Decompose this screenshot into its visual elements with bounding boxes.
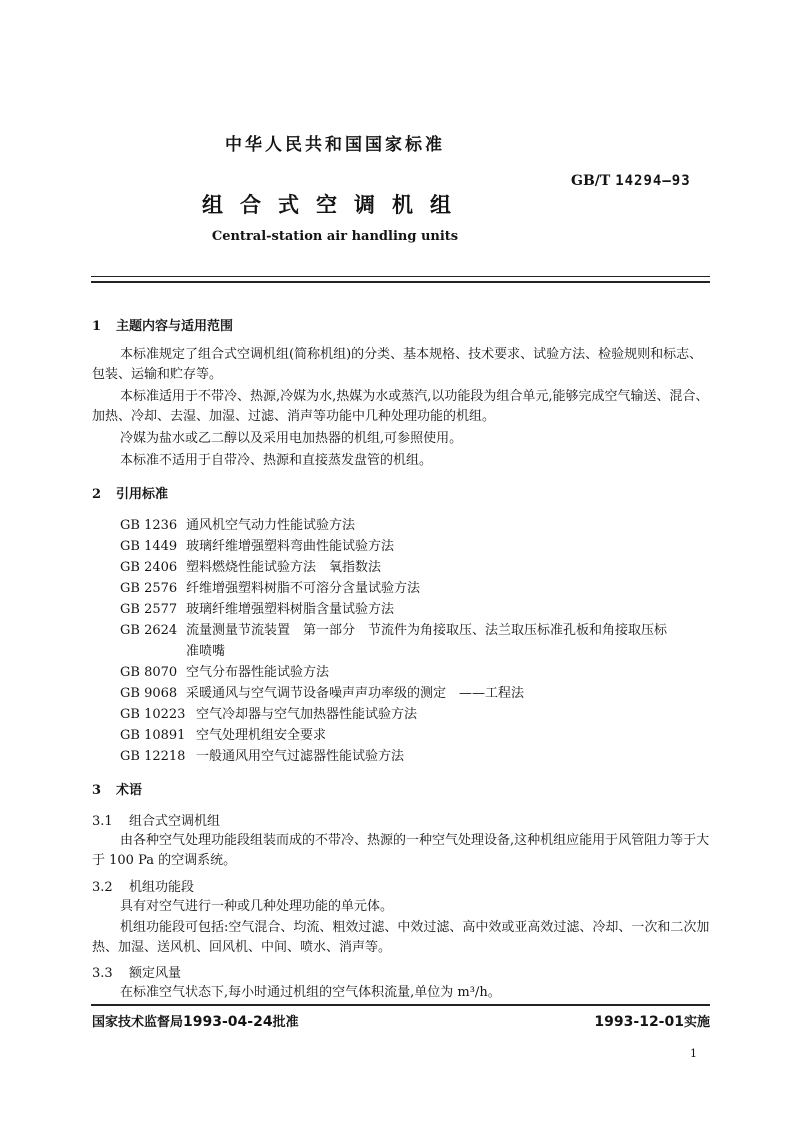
term-heading xyxy=(92,962,181,981)
reference-title: 一般通风用空气过滤器性能试验方法 xyxy=(196,749,405,764)
reference-code: GB 12218 xyxy=(120,749,186,764)
standard-code-prefix: GB/T xyxy=(571,173,611,189)
document-title-en: Central-station air handling units xyxy=(211,229,459,244)
section-title: 引用标准 xyxy=(116,487,169,502)
section-2-heading xyxy=(92,483,168,502)
reference-item xyxy=(120,619,667,638)
reference-code: GB 2576 xyxy=(120,581,178,596)
section-1-paragraph: 本标准适用于不带冷、热源,冷媒为水,热媒为水或蒸汽,以功能段为组合单元,能够完成空气输送、混合、加热、冷却、去湿、加湿、过滤、消声等功能中几种处理功能的机组。 xyxy=(92,389,709,424)
standard-code-number: 14294—93 xyxy=(615,173,691,189)
reference-item xyxy=(120,682,524,701)
term-definition: 机组功能段可包括:空气混合、均流、粗效过滤、中效过滤、高中效或亚高效过滤、冷却、一次和二次加热、加湿、送风机、回风机、中间、喷水、消声等。 xyxy=(92,920,710,955)
term-name: 额定风量 xyxy=(129,966,182,981)
reference-title: 玻璃纤维增强塑料弯曲性能试验方法 xyxy=(186,539,395,554)
section-number: 2 xyxy=(92,487,102,502)
effective-date: 1993-12-01 xyxy=(594,1014,684,1030)
section-title: 术语 xyxy=(116,783,143,798)
reference-title: 流量测量节流装置 第一部分 节流件为角接取压、法兰取压标准孔板和角接取压标 xyxy=(186,623,668,638)
term-number: 3.1 xyxy=(92,814,113,829)
reference-title: 纤维增强塑料树脂不可溶分含量试验方法 xyxy=(186,581,421,596)
section-1-paragraph: 本标准规定了组合式空调机组(简称机组)的分类、基本规格、技术要求、试验方法、检验规则和标志、包装、运输和贮存等。 xyxy=(92,347,703,382)
reference-item xyxy=(120,724,326,743)
section-number: 1 xyxy=(92,319,102,334)
reference-item xyxy=(120,535,394,554)
reference-item xyxy=(120,703,417,722)
term-definition: 在标准空气状态下,每小时通过机组的空气体积流量,单位为 m³/h。 xyxy=(120,985,501,1000)
section-number: 3 xyxy=(92,783,102,798)
reference-item xyxy=(120,514,355,533)
term-number: 3.2 xyxy=(92,880,113,895)
reference-code: GB 8070 xyxy=(120,665,178,680)
section-1-paragraph: 本标准不适用于自带冷、热源和直接蒸发盘管的机组。 xyxy=(120,453,433,468)
reference-title-continuation: 准喷嘴 xyxy=(186,644,226,659)
header-rule-bottom xyxy=(91,281,710,283)
reference-code: GB 9068 xyxy=(120,686,178,701)
reference-code: GB 10891 xyxy=(120,728,186,743)
page-number: 1 xyxy=(690,1047,697,1060)
reference-code: GB 2624 xyxy=(120,623,178,638)
term-name: 组合式空调机组 xyxy=(129,814,221,829)
country-standard-heading: 中华人民共和国国家标准 xyxy=(225,135,445,155)
reference-title: 玻璃纤维增强塑料树脂含量试验方法 xyxy=(186,602,395,617)
approval-date: 1993-04-24 xyxy=(183,1014,273,1030)
reference-item xyxy=(120,556,381,575)
reference-title: 空气分布器性能试验方法 xyxy=(186,665,330,680)
reference-item xyxy=(120,598,394,617)
term-name: 机组功能段 xyxy=(129,880,195,895)
standard-code xyxy=(571,173,691,189)
reference-title: 塑料燃烧性能试验方法 氧指数法 xyxy=(186,560,382,575)
section-3-heading xyxy=(92,779,142,798)
reference-item xyxy=(120,661,329,680)
term-heading xyxy=(92,876,194,895)
reference-code: GB 1236 xyxy=(120,518,178,533)
reference-item xyxy=(120,745,404,764)
reference-code: GB 10223 xyxy=(120,707,186,722)
reference-code: GB 2406 xyxy=(120,560,178,575)
reference-code: GB 2577 xyxy=(120,602,178,617)
document-title-cn: 组合式空调机组 xyxy=(202,192,468,217)
reference-code: GB 1449 xyxy=(120,539,178,554)
reference-title: 空气冷却器与空气加热器性能试验方法 xyxy=(196,707,418,722)
reference-title: 通风机空气动力性能试验方法 xyxy=(186,518,356,533)
approval-line xyxy=(92,1011,299,1030)
section-1-heading xyxy=(92,315,233,334)
approval-word: 批准 xyxy=(272,1015,299,1030)
effective-word: 实施 xyxy=(683,1015,710,1030)
header-rule-top xyxy=(91,276,710,277)
approval-org: 国家技术监督局 xyxy=(92,1015,184,1030)
term-number: 3.3 xyxy=(92,966,113,981)
footer-rule xyxy=(91,1004,710,1006)
reference-title: 空气处理机组安全要求 xyxy=(196,728,327,743)
reference-title: 采暖通风与空气调节设备噪声声功率级的测定 ——工程法 xyxy=(186,686,525,701)
section-1-paragraph: 冷媒为盐水或乙二醇以及采用电加热器的机组,可参照使用。 xyxy=(120,431,463,446)
section-title: 主题内容与适用范围 xyxy=(116,319,234,334)
reference-item xyxy=(120,577,420,596)
effective-line xyxy=(594,1011,710,1030)
term-definition: 具有对空气进行一种或几种处理功能的单元体。 xyxy=(120,899,394,914)
term-heading xyxy=(92,810,220,829)
term-definition: 由各种空气处理功能段组装而成的不带冷、热源的一种空气处理设备,这种机组应能用于风管阻力等于大于 100 Pa 的空调系统。 xyxy=(92,833,710,868)
